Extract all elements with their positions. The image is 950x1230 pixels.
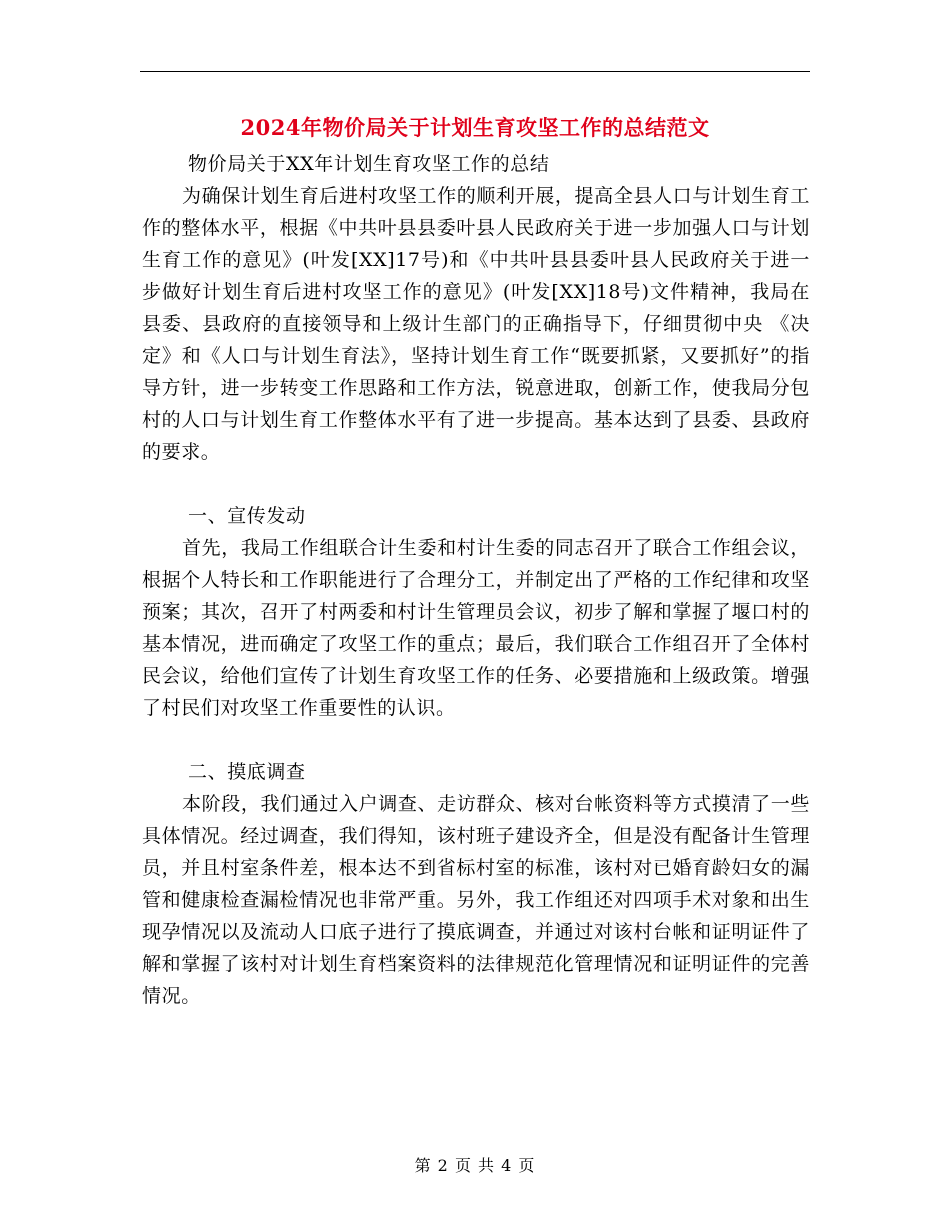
document-body <box>142 148 810 1012</box>
section-body-survey: 本阶段，我们通过入户调查、走访群众、核对台帐资料等方式摸清了一些具体情况。经过调查，我们得知，该村班子建设齐全，但是没有配备计生管理员，并且村室条件差，根本达不到省标村室的标准，该村对已婚育龄妇女的漏管和健康检查漏检情况也非常严重。另外，我工作组还对四项手术对象和出生现孕情况以及流动人口底子进行了摸底调查，并通过对该村台帐和证明证件了解和掌握了该村对计划生育档案资料的法律规范化管理情况和证明证件的完善情况。 <box>142 793 810 1007</box>
intro-paragraph: 为确保计划生育后进村攻坚工作的顺利开展，提高全县人口与计划生育工作的整体水平，根据《中共叶县县委叶县人民政府关于进一步加强人口与计划生育工作的意见》(叶发[XX]17号)和《中共叶县县委叶县人民政府关于进一步做好计划生育后进村攻坚工作的意见》(叶发[XX]18号)文件精神，我局在县委、县政府的直接领导和上级计生部门的正确指导下，仔细贯彻中央 《决定》和《人口与计划生育法》，坚持计划生育工作“既要抓紧，又要抓好”的指导方针，进一步转变工作思路和工作方法，锐意进取，创新工作，使我局分包村的人口与计划生育工作整体水平有了进一步提高。基本达到了县委、县政府的要求。 <box>142 185 810 463</box>
page-number-footer: 第 2 页 共 4 页 <box>414 1156 536 1175</box>
section-body-publicity: 首先，我局工作组联合计生委和村计生委的同志召开了联合工作组会议，根据个人特长和工作职能进行了合理分工，并制定出了严格的工作纪律和攻坚预案；其次，召开了村两委和村计生管理员会议，初步了解和掌握了堰口村的基本情况，进而确定了攻坚工作的重点；最后，我们联合工作组召开了全体村民会议，给他们宣传了计划生育攻坚工作的任务、必要措施和上级政策。增强了村民们对攻坚工作重要性的认识。 <box>142 537 810 719</box>
document-title: 2024年物价局关于计划生育攻坚工作的总结范文 <box>240 115 710 140</box>
section-heading-publicity: 一、宣传发动 <box>188 505 306 527</box>
document-subtitle: 物价局关于XX年计划生育攻坚工作的总结 <box>188 153 550 175</box>
section-heading-survey: 二、摸底调查 <box>188 761 306 783</box>
header-rule <box>140 71 810 72</box>
